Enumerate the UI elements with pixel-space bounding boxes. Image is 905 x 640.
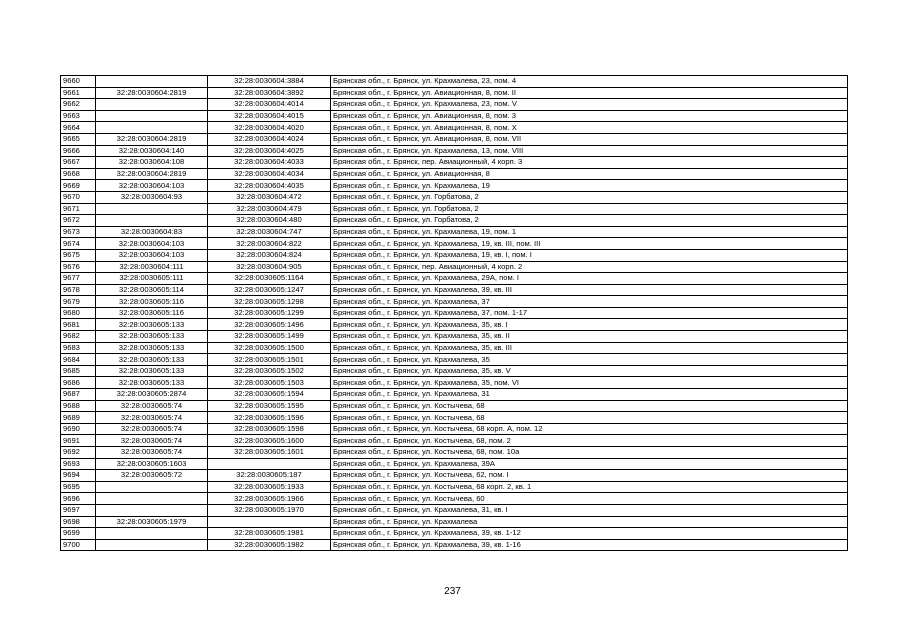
address: Брянская обл., г. Брянск, ул. Крахмалева, 23, пом. 4	[331, 76, 848, 88]
address: Брянская обл., г. Брянск, ул. Крахмалева, 31, кв. I	[331, 504, 848, 516]
address: Брянская обл., г. Брянск, ул. Крахмалева, 39, кв. 1-16	[331, 539, 848, 551]
row-number: 9691	[61, 435, 96, 447]
cadastral-number: 32:28:0030604:3884	[208, 76, 331, 88]
old-cadastral-number: 32:28:0030605:74	[96, 447, 208, 459]
cadastral-number: 32:28:0030605:1501	[208, 354, 331, 366]
cadastral-number: 32:28:0030604:4033	[208, 157, 331, 169]
cadastral-number: 32:28:0030604:479	[208, 203, 331, 215]
row-number: 9664	[61, 122, 96, 134]
table-row	[61, 354, 848, 366]
address: Брянская обл., г. Брянск, ул. Крахмалева, 19	[331, 180, 848, 192]
address: Брянская обл., г. Брянск, ул. Крахмалева, 35, пом. VI	[331, 377, 848, 389]
table-row	[61, 133, 848, 145]
old-cadastral-number	[96, 528, 208, 540]
cadastral-number: 32:28:0030605:1598	[208, 423, 331, 435]
old-cadastral-number: 32:28:0030605:133	[96, 365, 208, 377]
row-number: 9665	[61, 133, 96, 145]
address: Брянская обл., г. Брянск, ул. Крахмалева	[331, 516, 848, 528]
address: Брянская обл., г. Брянск, ул. Крахмалева, 37, пом. 1-17	[331, 307, 848, 319]
cadastral-number: 32:28:0030605:1496	[208, 319, 331, 331]
table-row	[61, 481, 848, 493]
old-cadastral-number: 32:28:0030604:93	[96, 191, 208, 203]
old-cadastral-number: 32:28:0030605:1603	[96, 458, 208, 470]
row-number: 9668	[61, 168, 96, 180]
cadastral-table	[60, 75, 848, 551]
address: Брянская обл., г. Брянск, ул. Крахмалева, 35, кв. I	[331, 319, 848, 331]
old-cadastral-number: 32:28:0030605:116	[96, 307, 208, 319]
table-row	[61, 284, 848, 296]
address: Брянская обл., г. Брянск, ул. Костычева, 68 корп. 2, кв. 1	[331, 481, 848, 493]
address: Брянская обл., г. Брянск, ул. Крахмалева, 37	[331, 296, 848, 308]
address: Брянская обл., г. Брянск, ул. Крахмалева, 39А	[331, 458, 848, 470]
address: Брянская обл., г. Брянск, ул. Крахмалева, 19, пом. 1	[331, 226, 848, 238]
cadastral-number: 32:28:0030605:1970	[208, 504, 331, 516]
old-cadastral-number: 32:28:0030604:111	[96, 261, 208, 273]
row-number: 9695	[61, 481, 96, 493]
table-row	[61, 261, 848, 273]
cadastral-number: 32:28:0030605:187	[208, 470, 331, 482]
old-cadastral-number: 32:28:0030605:74	[96, 412, 208, 424]
cadastral-number: 32:28:0030605:1503	[208, 377, 331, 389]
cadastral-number: 32:28:0030605:1298	[208, 296, 331, 308]
row-number: 9694	[61, 470, 96, 482]
old-cadastral-number: 32:28:0030605:133	[96, 331, 208, 343]
row-number: 9692	[61, 447, 96, 459]
row-number: 9700	[61, 539, 96, 551]
address: Брянская обл., г. Брянск, ул. Костычева, 68	[331, 412, 848, 424]
old-cadastral-number: 32:28:0030605:133	[96, 319, 208, 331]
table-row	[61, 168, 848, 180]
row-number: 9693	[61, 458, 96, 470]
table-row	[61, 331, 848, 343]
old-cadastral-number: 32:28:0030605:72	[96, 470, 208, 482]
row-number: 9672	[61, 215, 96, 227]
old-cadastral-number: 32:28:0030605:114	[96, 284, 208, 296]
cadastral-number	[208, 458, 331, 470]
table-row	[61, 191, 848, 203]
old-cadastral-number: 32:28:0030605:74	[96, 423, 208, 435]
cadastral-number	[208, 516, 331, 528]
cadastral-number: 32:28:0030605:1601	[208, 447, 331, 459]
cadastral-number: 32:28:0030604:747	[208, 226, 331, 238]
old-cadastral-number: 32:28:0030605:74	[96, 435, 208, 447]
cadastral-number: 32:28:0030605:1299	[208, 307, 331, 319]
row-number: 9684	[61, 354, 96, 366]
table-row	[61, 516, 848, 528]
old-cadastral-number	[96, 110, 208, 122]
cadastral-number: 32:28:0030604:4035	[208, 180, 331, 192]
table-row	[61, 76, 848, 88]
address: Брянская обл., г. Брянск, ул. Костычева, 68	[331, 400, 848, 412]
row-number: 9683	[61, 342, 96, 354]
row-number: 9690	[61, 423, 96, 435]
old-cadastral-number: 32:28:0030605:1979	[96, 516, 208, 528]
address: Брянская обл., г. Брянск, пер. Авиационный, 4 корп. 3	[331, 157, 848, 169]
row-number: 9689	[61, 412, 96, 424]
cadastral-number: 32:28:0030604:824	[208, 249, 331, 261]
address: Брянская обл., г. Брянск, ул. Авиационная, 8, пом. 3	[331, 110, 848, 122]
address: Брянская обл., г. Брянск, ул. Крахмалева, 19, кв. III, пом. III	[331, 238, 848, 250]
table-row	[61, 470, 848, 482]
address: Брянская обл., г. Брянск, ул. Крахмалева, 19, кв. I, пом. I	[331, 249, 848, 261]
old-cadastral-number	[96, 99, 208, 111]
table-row	[61, 296, 848, 308]
cadastral-number: 32:28:0030605:1164	[208, 273, 331, 285]
old-cadastral-number: 32:28:0030604:103	[96, 238, 208, 250]
row-number: 9667	[61, 157, 96, 169]
row-number: 9677	[61, 273, 96, 285]
table-row	[61, 435, 848, 447]
cadastral-number: 32:28:0030604:4015	[208, 110, 331, 122]
row-number: 9678	[61, 284, 96, 296]
table-row	[61, 423, 848, 435]
address: Брянская обл., г. Брянск, ул. Костычева, 68, пом. 10а	[331, 447, 848, 459]
address: Брянская обл., г. Брянск, ул. Костычева, 68 корп. А, пом. 12	[331, 423, 848, 435]
table-row	[61, 400, 848, 412]
old-cadastral-number: 32:28:0030605:133	[96, 377, 208, 389]
cadastral-number: 32:28:0030605:1502	[208, 365, 331, 377]
old-cadastral-number: 32:28:0030604:2819	[96, 87, 208, 99]
table-row	[61, 215, 848, 227]
row-number: 9682	[61, 331, 96, 343]
row-number: 9679	[61, 296, 96, 308]
old-cadastral-number: 32:28:0030605:116	[96, 296, 208, 308]
old-cadastral-number: 32:28:0030605:74	[96, 400, 208, 412]
row-number: 9660	[61, 76, 96, 88]
cadastral-number: 32:28:0030604:480	[208, 215, 331, 227]
row-number: 9661	[61, 87, 96, 99]
cadastral-number: 32:28:0030605:1500	[208, 342, 331, 354]
table-row	[61, 504, 848, 516]
row-number: 9681	[61, 319, 96, 331]
old-cadastral-number	[96, 122, 208, 134]
address: Брянская обл., г. Брянск, ул. Авиационная, 8, пом. II	[331, 87, 848, 99]
row-number: 9686	[61, 377, 96, 389]
address: Брянская обл., г. Брянск, ул. Крахмалева, 39, кв. 1-12	[331, 528, 848, 540]
row-number: 9697	[61, 504, 96, 516]
address: Брянская обл., г. Брянск, ул. Костычева, 62, пом. I	[331, 470, 848, 482]
cadastral-number: 32:28:0030605:1499	[208, 331, 331, 343]
old-cadastral-number	[96, 493, 208, 505]
cadastral-number: 32:28:0030604:3892	[208, 87, 331, 99]
row-number: 9674	[61, 238, 96, 250]
row-number: 9671	[61, 203, 96, 215]
old-cadastral-number: 32:28:0030605:111	[96, 273, 208, 285]
old-cadastral-number	[96, 504, 208, 516]
row-number: 9685	[61, 365, 96, 377]
cadastral-number: 32:28:0030604:4024	[208, 133, 331, 145]
cadastral-number: 32:28:0030605:1596	[208, 412, 331, 424]
table-row	[61, 180, 848, 192]
old-cadastral-number: 32:28:0030605:133	[96, 342, 208, 354]
old-cadastral-number: 32:28:0030604:140	[96, 145, 208, 157]
row-number: 9662	[61, 99, 96, 111]
row-number: 9696	[61, 493, 96, 505]
address: Брянская обл., г. Брянск, ул. Горбатова, 2	[331, 191, 848, 203]
cadastral-number: 32:28:0030605:1595	[208, 400, 331, 412]
cadastral-number: 32:28:0030604:4034	[208, 168, 331, 180]
table-row	[61, 122, 848, 134]
row-number: 9699	[61, 528, 96, 540]
address: Брянская обл., г. Брянск, пер. Авиационный, 4 корп. 2	[331, 261, 848, 273]
old-cadastral-number	[96, 215, 208, 227]
old-cadastral-number: 32:28:0030604:103	[96, 249, 208, 261]
row-number: 9698	[61, 516, 96, 528]
address: Брянская обл., г. Брянск, ул. Крахмалева, 31	[331, 389, 848, 401]
address: Брянская обл., г. Брянск, ул. Крахмалева, 29А, пом. I	[331, 273, 848, 285]
table-row	[61, 249, 848, 261]
cadastral-number: 32:28:0030605:1247	[208, 284, 331, 296]
table-row	[61, 145, 848, 157]
address: Брянская обл., г. Брянск, ул. Крахмалева, 13, пом. VIII	[331, 145, 848, 157]
address: Брянская обл., г. Брянск, ул. Крахмалева, 39, кв. III	[331, 284, 848, 296]
table-body	[61, 76, 848, 551]
table-row	[61, 273, 848, 285]
table-row	[61, 377, 848, 389]
row-number: 9687	[61, 389, 96, 401]
table-row	[61, 528, 848, 540]
row-number: 9673	[61, 226, 96, 238]
row-number: 9688	[61, 400, 96, 412]
cadastral-number: 32:28:0030605:1981	[208, 528, 331, 540]
address: Брянская обл., г. Брянск, ул. Крахмалева, 35, кв. III	[331, 342, 848, 354]
address: Брянская обл., г. Брянск, ул. Авиационная, 8, пом. VII	[331, 133, 848, 145]
old-cadastral-number: 32:28:0030604:108	[96, 157, 208, 169]
table-row	[61, 110, 848, 122]
table-row	[61, 342, 848, 354]
cadastral-number: 32:28:0030605:1594	[208, 389, 331, 401]
cadastral-number: 32:28:0030604:822	[208, 238, 331, 250]
cadastral-number: 32:28:0030604:905	[208, 261, 331, 273]
table-row	[61, 412, 848, 424]
row-number: 9666	[61, 145, 96, 157]
cadastral-number: 32:28:0030605:1982	[208, 539, 331, 551]
table-row	[61, 389, 848, 401]
table-row	[61, 157, 848, 169]
old-cadastral-number: 32:28:0030604:2819	[96, 133, 208, 145]
old-cadastral-number	[96, 203, 208, 215]
address: Брянская обл., г. Брянск, ул. Костычева, 60	[331, 493, 848, 505]
table-row	[61, 458, 848, 470]
address: Брянская обл., г. Брянск, ул. Костычева, 68, пом. 2	[331, 435, 848, 447]
row-number: 9680	[61, 307, 96, 319]
row-number: 9663	[61, 110, 96, 122]
table-row	[61, 99, 848, 111]
address: Брянская обл., г. Брянск, ул. Авиационная, 8, пом. X	[331, 122, 848, 134]
cadastral-number: 32:28:0030604:4020	[208, 122, 331, 134]
address: Брянская обл., г. Брянск, ул. Горбатова, 2	[331, 203, 848, 215]
table-row	[61, 493, 848, 505]
cadastral-number: 32:28:0030605:1933	[208, 481, 331, 493]
table-row	[61, 238, 848, 250]
table-row	[61, 226, 848, 238]
cadastral-number: 32:28:0030604:472	[208, 191, 331, 203]
address: Брянская обл., г. Брянск, ул. Горбатова, 2	[331, 215, 848, 227]
old-cadastral-number: 32:28:0030604:103	[96, 180, 208, 192]
table-row	[61, 447, 848, 459]
table-row	[61, 365, 848, 377]
address: Брянская обл., г. Брянск, ул. Крахмалева, 35, кв. II	[331, 331, 848, 343]
page-number: 237	[444, 586, 461, 597]
old-cadastral-number	[96, 539, 208, 551]
table-row	[61, 307, 848, 319]
old-cadastral-number: 32:28:0030604:2819	[96, 168, 208, 180]
row-number: 9670	[61, 191, 96, 203]
address: Брянская обл., г. Брянск, ул. Крахмалева, 23, пом. V	[331, 99, 848, 111]
address: Брянская обл., г. Брянск, ул. Крахмалева, 35	[331, 354, 848, 366]
address: Брянская обл., г. Брянск, ул. Авиационная, 8	[331, 168, 848, 180]
cadastral-number: 32:28:0030604:4025	[208, 145, 331, 157]
table-row	[61, 203, 848, 215]
old-cadastral-number: 32:28:0030605:133	[96, 354, 208, 366]
address: Брянская обл., г. Брянск, ул. Крахмалева, 35, кв. V	[331, 365, 848, 377]
cadastral-number: 32:28:0030604:4014	[208, 99, 331, 111]
table-row	[61, 319, 848, 331]
cadastral-number: 32:28:0030605:1600	[208, 435, 331, 447]
row-number: 9676	[61, 261, 96, 273]
old-cadastral-number	[96, 481, 208, 493]
table-row	[61, 87, 848, 99]
old-cadastral-number: 32:28:0030605:2874	[96, 389, 208, 401]
old-cadastral-number	[96, 76, 208, 88]
cadastral-number: 32:28:0030605:1966	[208, 493, 331, 505]
old-cadastral-number: 32:28:0030604:83	[96, 226, 208, 238]
row-number: 9675	[61, 249, 96, 261]
row-number: 9669	[61, 180, 96, 192]
table-row	[61, 539, 848, 551]
